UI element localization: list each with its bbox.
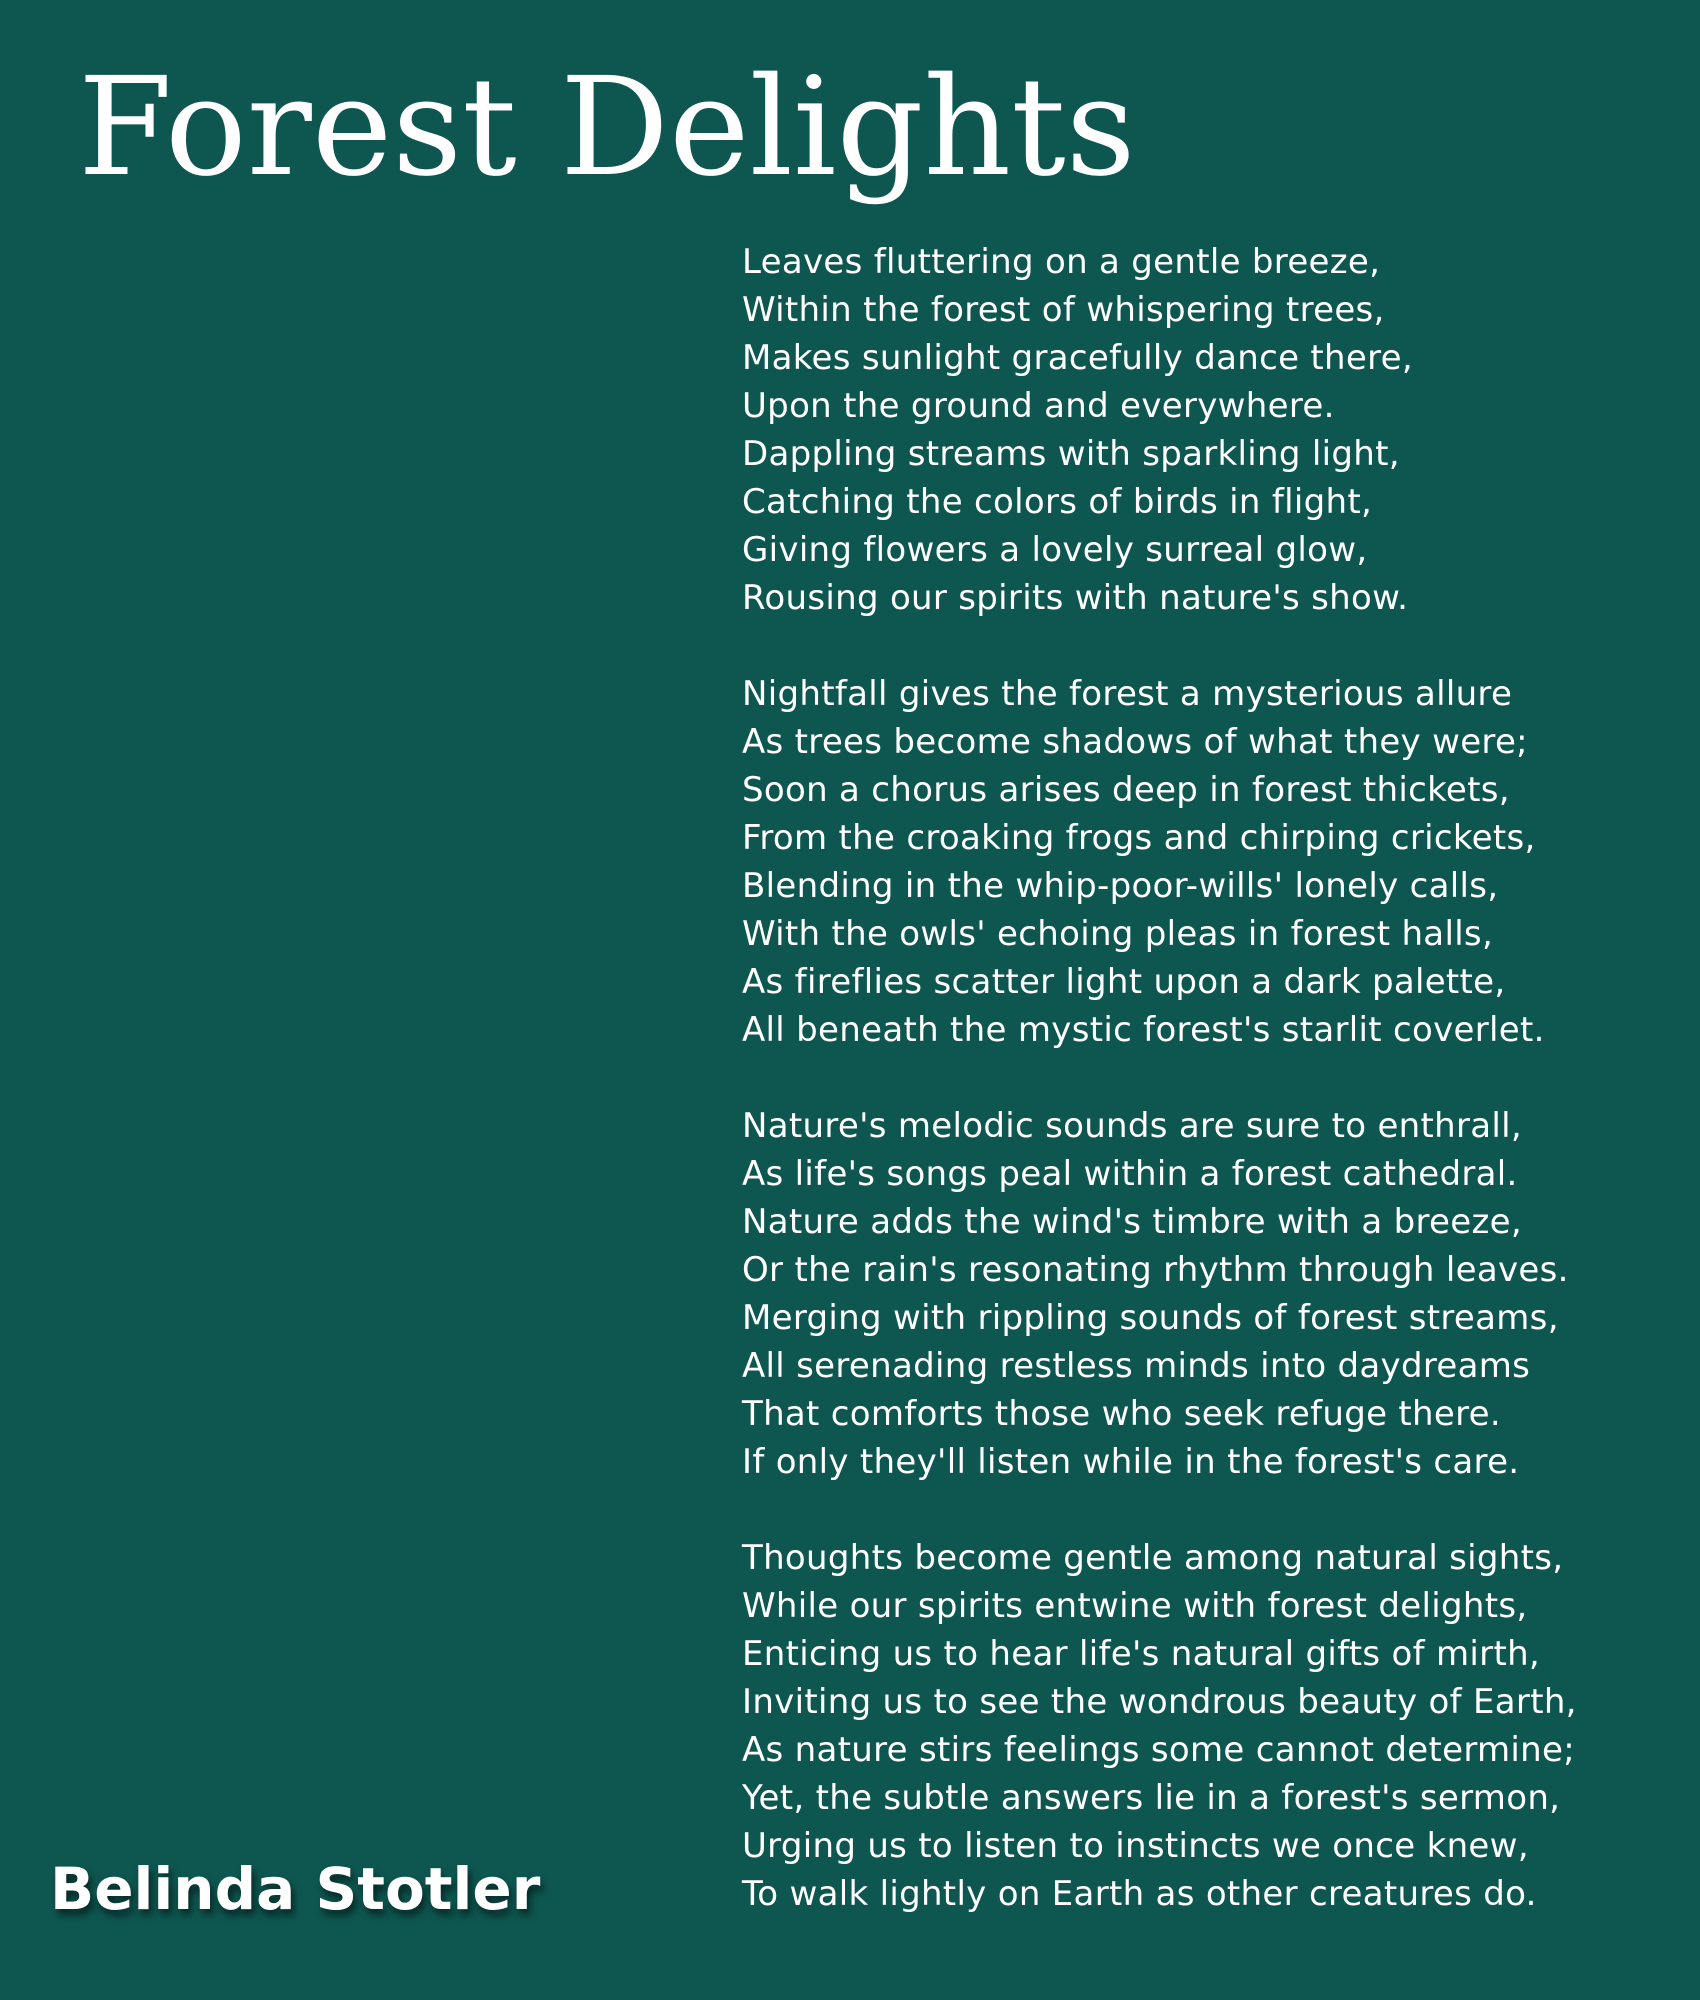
poem-title: Forest Delights (78, 49, 1136, 207)
poem-line: Thoughts become gentle among natural sights, (742, 1538, 1564, 1578)
poem-line: All serenading restless minds into daydreams (742, 1346, 1531, 1386)
poem-line: Rousing our spirits with nature's show. (742, 578, 1409, 618)
poem-line: As trees become shadows of what they were; (742, 722, 1528, 762)
poem-line: Urging us to listen to instincts we once knew, (742, 1826, 1529, 1866)
poem-line: Leaves fluttering on a gentle breeze, (742, 242, 1381, 282)
poem-line: Nature's melodic sounds are sure to enthrall, (742, 1106, 1523, 1146)
author-signature: Belinda Stotler (50, 1855, 541, 1923)
poem-line: Upon the ground and everywhere. (742, 386, 1335, 426)
poem-line: Yet, the subtle answers lie in a forest's sermon, (742, 1778, 1561, 1818)
poem-line: All beneath the mystic forest's starlit coverlet. (742, 1010, 1545, 1050)
poem-line: That comforts those who seek refuge there. (742, 1394, 1501, 1434)
poem-line: Catching the colors of birds in flight, (742, 482, 1373, 522)
stanza (742, 1534, 1642, 1918)
poem-line: While our spirits entwine with forest delights, (742, 1586, 1528, 1626)
poem-line: Blending in the whip-poor-wills' lonely calls, (742, 866, 1499, 906)
poem-line: As fireflies scatter light upon a dark palette, (742, 962, 1506, 1002)
poem-line: As life's songs peal within a forest cathedral. (742, 1154, 1518, 1194)
stanza (742, 1102, 1642, 1486)
poem-line: Giving flowers a lovely surreal glow, (742, 530, 1368, 570)
poem-line: From the croaking frogs and chirping crickets, (742, 818, 1536, 858)
poem-line: To walk lightly on Earth as other creatures do. (742, 1874, 1537, 1914)
poem-line: Nature adds the wind's timbre with a breeze, (742, 1202, 1522, 1242)
poem-line: Makes sunlight gracefully dance there, (742, 338, 1413, 378)
poem-line: With the owls' echoing pleas in forest halls, (742, 914, 1494, 954)
poem-line: Inviting us to see the wondrous beauty of Earth, (742, 1682, 1577, 1722)
poem-line: Or the rain's resonating rhythm through leaves. (742, 1250, 1569, 1290)
poem-line: Soon a chorus arises deep in forest thickets, (742, 770, 1510, 810)
stanza (742, 238, 1642, 622)
poem-line: Within the forest of whispering trees, (742, 290, 1385, 330)
poem-line: Merging with rippling sounds of forest streams, (742, 1298, 1559, 1338)
stanza (742, 670, 1642, 1054)
poem-line: If only they'll listen while in the forest's care. (742, 1442, 1520, 1482)
poem-body (742, 238, 1642, 1918)
poem-line: Enticing us to hear life's natural gifts of mirth, (742, 1634, 1541, 1674)
poem-line: Nightfall gives the forest a mysterious allure (742, 674, 1513, 714)
poem-line: As nature stirs feelings some cannot determine; (742, 1730, 1575, 1770)
poem-line: Dappling streams with sparkling light, (742, 434, 1400, 474)
